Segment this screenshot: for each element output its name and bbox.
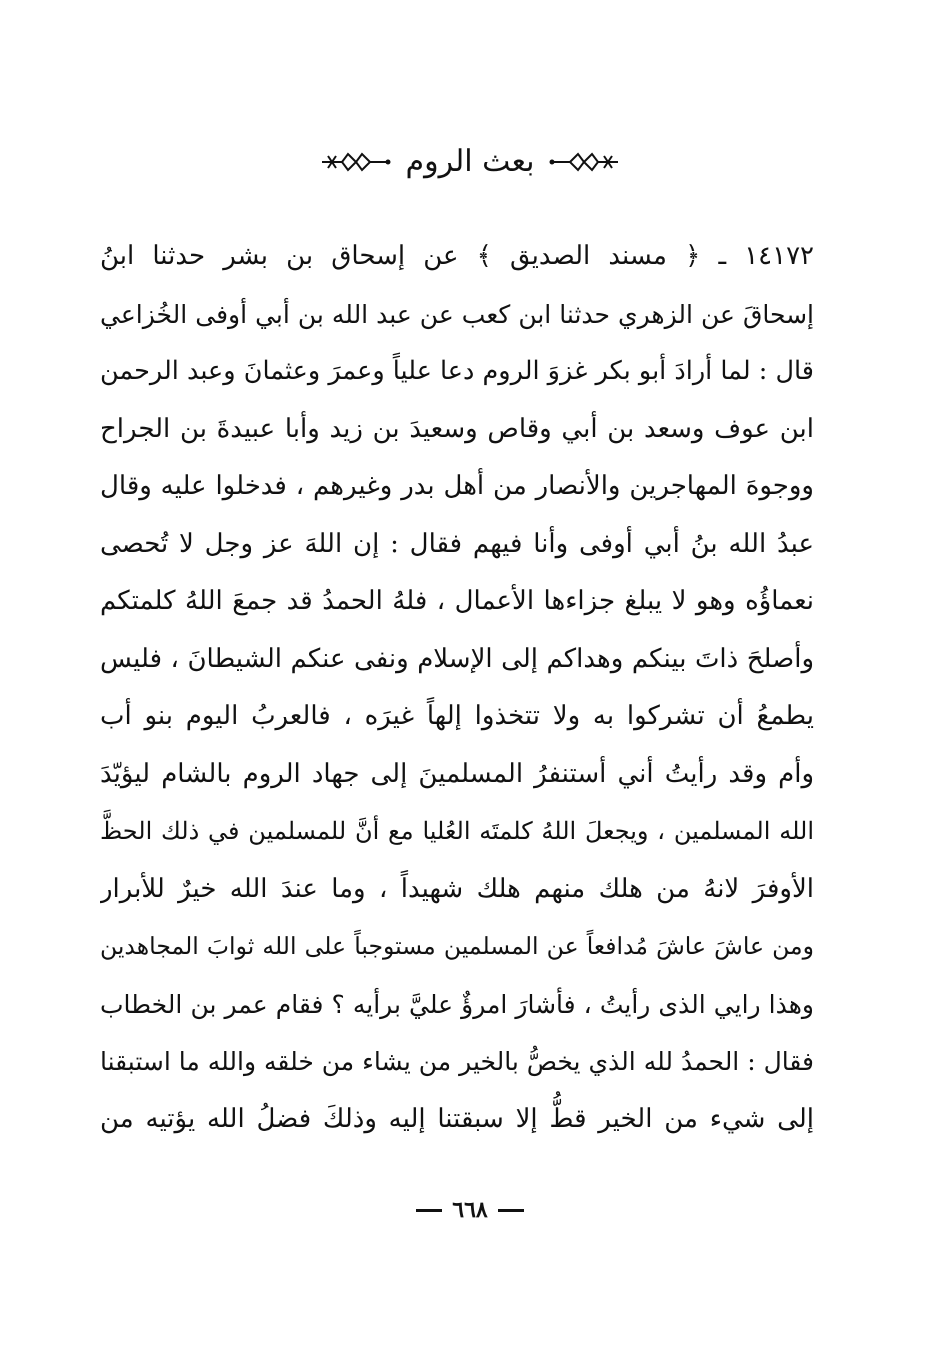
text-line: وأم وقد رأيتُ أني أستنفرُ المسلمينَ إلى جهاد الروم بالشام ليؤيّدَ	[100, 758, 814, 789]
text-line: إلى شيء من الخير قطُّ إلا سبقتنا إليه وذلكَ فضلُ الله يؤتيه من	[100, 1103, 814, 1134]
chapter-heading	[0, 140, 940, 184]
ornament-right-icon	[548, 148, 620, 176]
page-footer	[0, 1192, 940, 1228]
text-line: عبدُ الله بنُ أبي أوفى وأنا فيهم فقال : إن اللهَ عز وجل لا تُحصى	[100, 528, 814, 559]
text-line: يطمعُ أن تشركوا به ولا تتخذوا إلهاً غيرَه ، فالعربُ اليوم بنو أب	[100, 701, 814, 731]
text-line: وأصلحَ ذاتَ بينكم وهداكم إلى الإسلام ونفى عنكم الشيطانَ ، فليس	[100, 643, 814, 674]
text-line: قال : لما أرادَ أبو بكر غزوَ الروم دعا علياً وعمرَ وعثمانَ وعبد الرحمن	[100, 356, 814, 386]
text-line: ١٤١٧٢ ـ ﴿ مسند الصديق ﴾ عن إسحاق بن بشر حدثنا ابنُ	[100, 241, 814, 271]
text-line: الأوفرَ لانهُ من هلك منهم هلك شهيداً ، وما عندَ الله خيرٌ للأبرار	[100, 873, 814, 904]
text-line: الله المسلمين ، ويجعلَ اللهُ كلمتَه العُليا مع أنَّ للمسلمين في ذلك الحظَّ	[100, 817, 814, 845]
text-line: ابن عوف وسعد بن أبي وقاص وسعيدَ بن زيد وأبا عبيدةَ بن الجراح	[100, 413, 814, 444]
ornament-left-icon	[320, 148, 392, 176]
text-line: ومن عاشَ عاشَ مُدافعاً عن المسلمين مستوجباً على الله ثوابَ المجاهدين	[100, 932, 814, 960]
page-number: ٦٦٨	[452, 1197, 488, 1223]
text-line: ووجوهَ المهاجرين والأنصار من أهل بدر وغيرهم ، فدخلوا عليه وقال	[100, 471, 814, 501]
chapter-title: بعث الروم	[405, 144, 535, 179]
hadith-text	[100, 228, 814, 1148]
dash-icon	[416, 1209, 442, 1212]
text-line: وهذا رايي الذى رأيتُ ، فأشارَ امرؤٌ عليَّ برأيه ؟ فقام عمر بن الخطاب	[100, 989, 814, 1019]
text-line: فقال : الحمدُ لله الذي يخصُّ بالخير من يشاء من خلقه والله ما استبقنا	[100, 1047, 814, 1076]
dash-icon	[498, 1209, 524, 1212]
text-line: إسحاقَ عن الزهري حدثنا ابن كعب عن عبد الله بن أبي أوفى الخُزاعي	[100, 299, 814, 329]
text-line: نعماؤُه وهو لا يبلغ جزاءها الأعمال ، فلهُ الحمدُ قد جمعَ اللهُ كلمتكم	[100, 586, 814, 616]
